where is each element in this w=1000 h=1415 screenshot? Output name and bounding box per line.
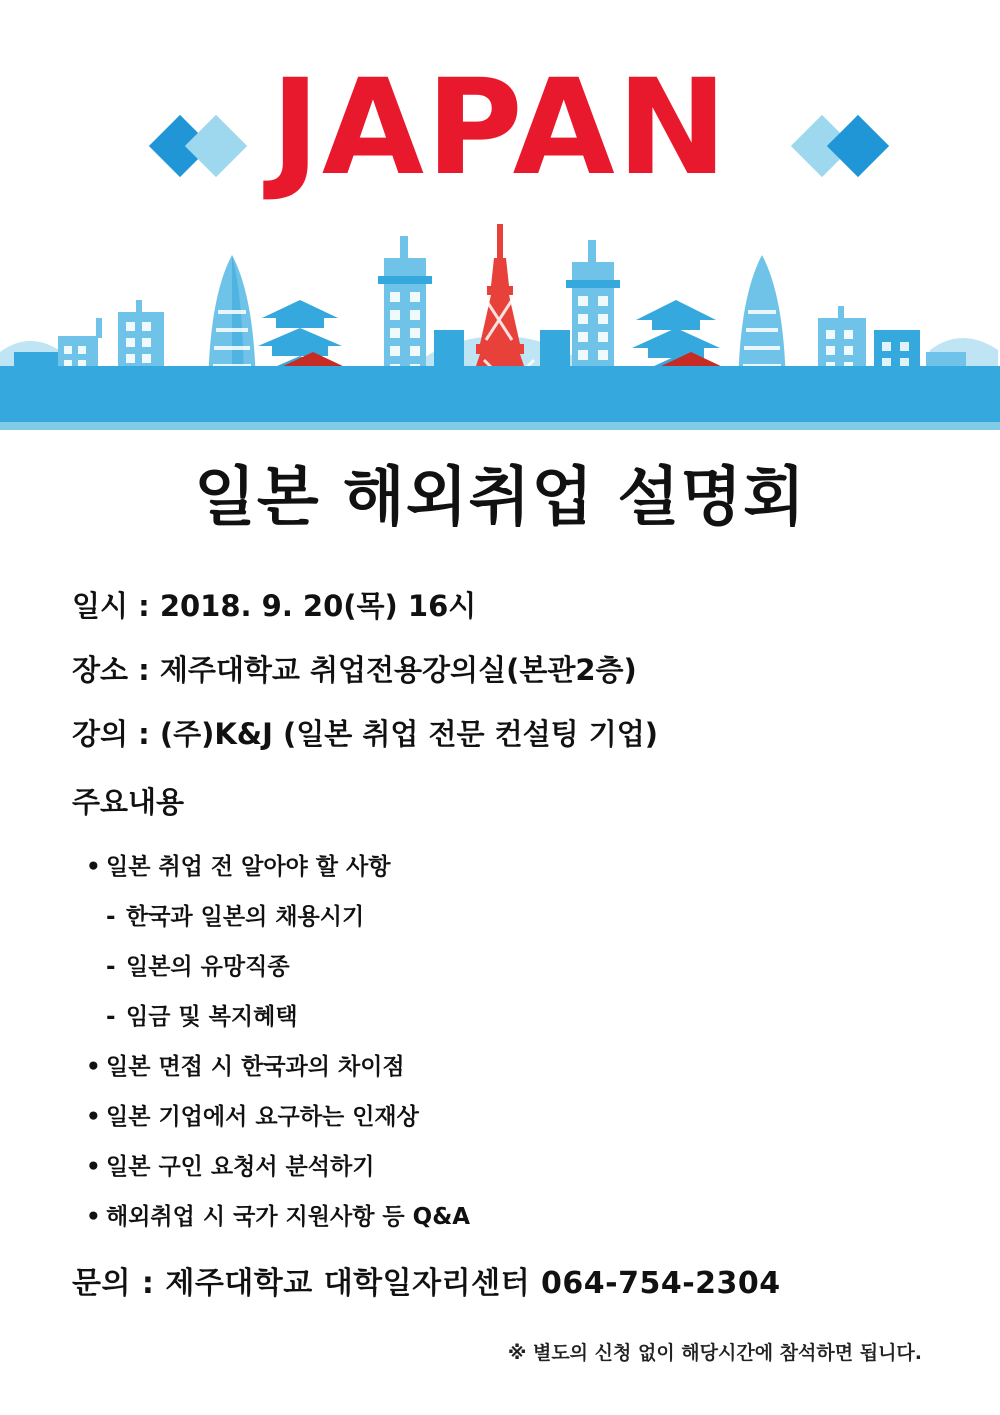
list-item	[72, 1192, 928, 1242]
ground-band	[0, 366, 1000, 422]
bullet-dot-icon: •	[86, 1154, 101, 1180]
event-info-list	[72, 574, 928, 766]
list-item-label: 해외취업 시 국가 지원사항 등 Q&A	[106, 1204, 471, 1230]
hero-banner	[0, 0, 1000, 430]
bullet-dash-icon: -	[106, 904, 116, 930]
bullet-dash-icon: -	[106, 1004, 116, 1030]
bullet-dot-icon: •	[86, 1104, 101, 1130]
bullet-dot-icon: •	[86, 854, 101, 880]
list-item-label: 임금 및 복지혜택	[126, 1004, 298, 1030]
page-title: 일본 해외취업 설명회	[194, 461, 806, 535]
footnote-note: ※ 별도의 신청 없이 해당시간에 참석하면 됩니다.	[507, 1342, 922, 1364]
event-info-location: 장소 : 제주대학교 취업전용강의실(본관2층)	[72, 653, 637, 687]
list-item	[72, 992, 928, 1042]
bullet-dash-icon: -	[106, 954, 116, 980]
section-heading-main-content: 주요내용	[72, 785, 185, 819]
list-item	[72, 942, 928, 992]
ground-baseline	[0, 422, 1000, 430]
list-item	[72, 1042, 928, 1092]
event-info-lecturer: 강의 : (주)K&J (일본 취업 전문 컨설팅 기업)	[72, 717, 659, 751]
list-item-label: 일본 구인 요청서 분석하기	[106, 1154, 375, 1180]
list-item-label: 일본 면접 시 한국과의 차이점	[106, 1054, 405, 1080]
content-bullet-list	[72, 842, 928, 1242]
list-item	[72, 1092, 928, 1142]
list-item-label: 일본 취업 전 알아야 할 사항	[106, 854, 391, 880]
list-item	[72, 892, 928, 942]
bullet-dot-icon: •	[86, 1054, 101, 1080]
contact-info: 문의 : 제주대학교 대학일자리센터 064-754-2304	[72, 1266, 781, 1301]
list-item	[72, 1142, 928, 1192]
event-info-datetime: 일시 : 2018. 9. 20(목) 16시	[72, 589, 477, 623]
bullet-dot-icon: •	[86, 1204, 101, 1230]
list-item-label: 일본의 유망직종	[126, 954, 290, 980]
poster-content	[0, 460, 1000, 1365]
hero-title: JAPAN	[270, 51, 730, 205]
list-item-label: 한국과 일본의 채용시기	[126, 904, 365, 930]
list-item-label: 일본 기업에서 요구하는 인재상	[106, 1104, 419, 1130]
list-item	[72, 842, 928, 892]
